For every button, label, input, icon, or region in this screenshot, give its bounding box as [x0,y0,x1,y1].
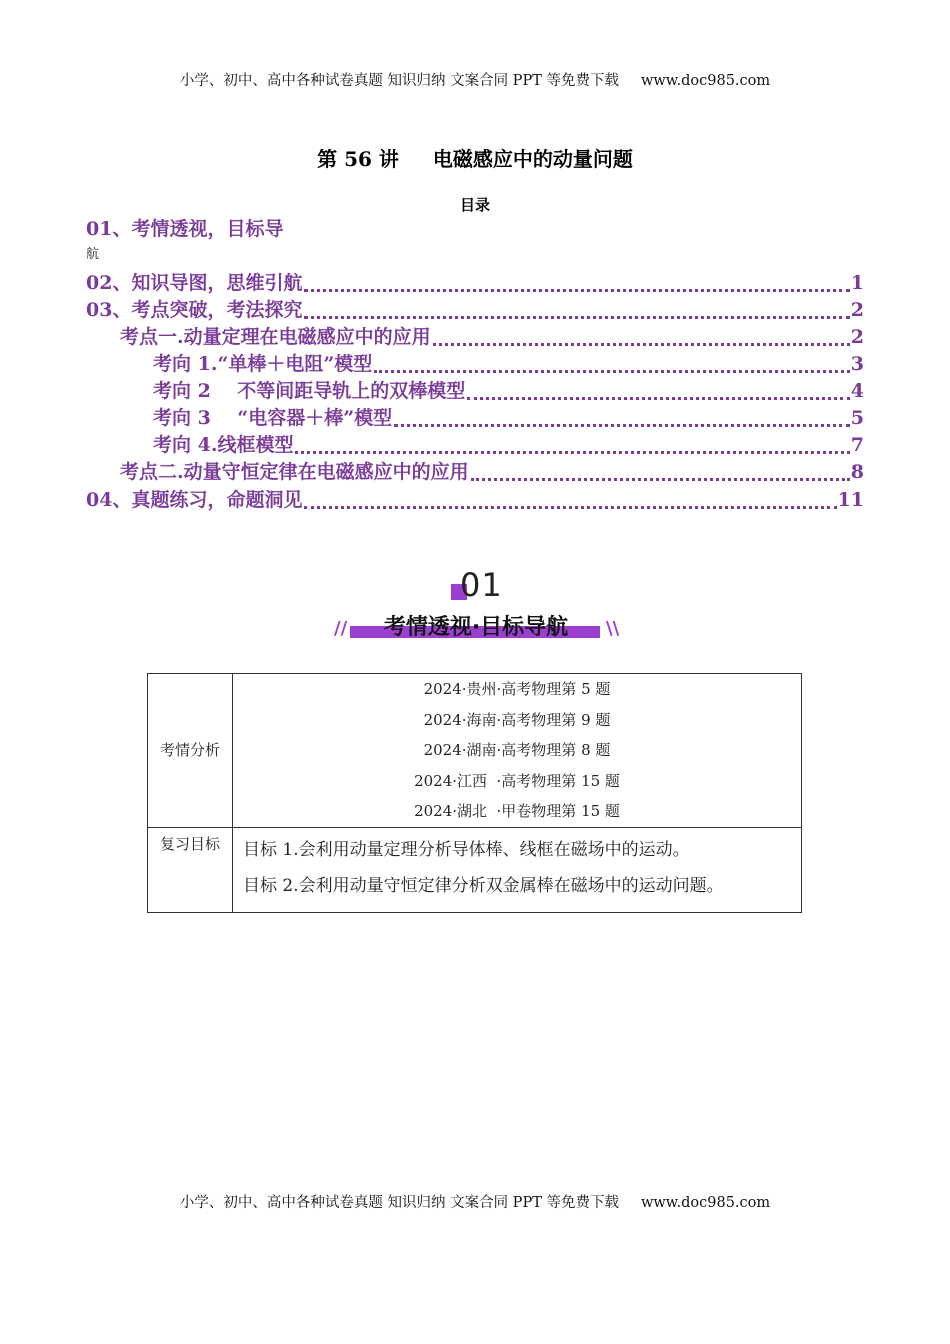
toc-item-kaoxiang-4[interactable] [153,432,864,458]
toc-item-label: 考点一.动量定理在电磁感应中的应用 [120,326,431,348]
toc-item-page: 5 [850,407,864,429]
toc-item-label: 03、考点突破，考法探究 [86,299,303,321]
exam-item: 2024·湖北 ·甲卷物理第 15 题 [414,802,620,820]
banner-slash-left: // [334,618,348,639]
toc-item-kaodian-1[interactable] [120,324,864,350]
banner-slash-right: \\ [606,618,620,639]
toc-item-page: 3 [850,353,864,375]
page-footer [0,1191,950,1212]
toc-item-page: 7 [850,434,864,456]
toc-item-label: 04、真题练习，命题洞见 [86,489,303,511]
footer-text: 小学、初中、高中各种试卷真题 知识归纳 文案合同 PPT 等免费下载 [179,1195,619,1211]
goal-item: 目标 2.会利用动量守恒定律分析双金属棒在磁场中的运动问题。 [243,875,724,896]
analysis-label: 考情分析 [148,674,233,828]
header-site-link[interactable]: www.doc985.com [640,73,771,89]
exam-item: 2024·海南·高考物理第 9 题 [423,710,611,729]
toc-item-kaoxiang-1[interactable] [153,351,864,377]
goal-list [233,827,802,912]
toc-item-kaoxiang-3[interactable] [153,405,864,431]
toc-item-label: 02、知识导图，思维引航 [86,272,303,294]
goal-label: 复习目标 [148,827,233,912]
banner-number: 01 [460,566,503,604]
analysis-row [148,674,802,828]
toc-item-label: 考向 3 “电容器＋棒”模型 [153,407,393,429]
toc-item-page: 8 [850,461,864,483]
toc-item-label: 01、考情透视，目标导 [86,218,284,240]
exam-list [233,674,802,828]
toc-heading: 目录 [459,196,490,214]
toc-item-01[interactable] [86,214,283,262]
page-header [0,69,950,90]
footer-site-link[interactable]: www.doc985.com [640,1195,771,1211]
lecture-number: 第 56 讲 [317,147,399,171]
goal-row [148,827,802,912]
toc-item-kaodian-2[interactable] [120,459,864,485]
toc-item-label: 考向 1.“单棒＋电阻”模型 [153,353,373,375]
toc-item-label: 考点二.动量守恒定律在电磁感应中的应用 [120,461,469,483]
toc-item-03[interactable] [86,297,864,323]
toc-item-kaoxiang-2[interactable] [153,378,864,404]
toc-item-continuation: 航 [86,247,100,262]
toc-item-page: 1 [850,272,864,294]
goal-item: 目标 1.会利用动量定理分析导体棒、线框在磁场中的运动。 [243,839,690,860]
toc-item-02[interactable] [86,270,864,296]
toc-item-page: 4 [850,380,864,402]
toc-item-label: 考向 4.线框模型 [153,434,294,456]
toc-item-04[interactable] [86,487,864,513]
toc-item-page: 2 [850,299,864,321]
exam-item: 2024·贵州·高考物理第 5 题 [423,680,611,698]
banner-title: 考情透视·目标导航 [383,615,569,640]
exam-item: 2024·江西 ·高考物理第 15 题 [414,771,620,790]
lecture-topic: 电磁感应中的动量问题 [432,147,633,171]
exam-item: 2024·湖南·高考物理第 8 题 [423,741,611,759]
header-text: 小学、初中、高中各种试卷真题 知识归纳 文案合同 PPT 等免费下载 [179,73,619,89]
toc-item-page: 11 [837,489,864,511]
section-banner [330,566,622,646]
toc-item-page: 2 [850,326,864,348]
exam-info-table [147,673,802,913]
page-title [0,143,950,172]
toc-item-label: 考向 2 不等间距导轨上的双棒模型 [153,380,466,402]
